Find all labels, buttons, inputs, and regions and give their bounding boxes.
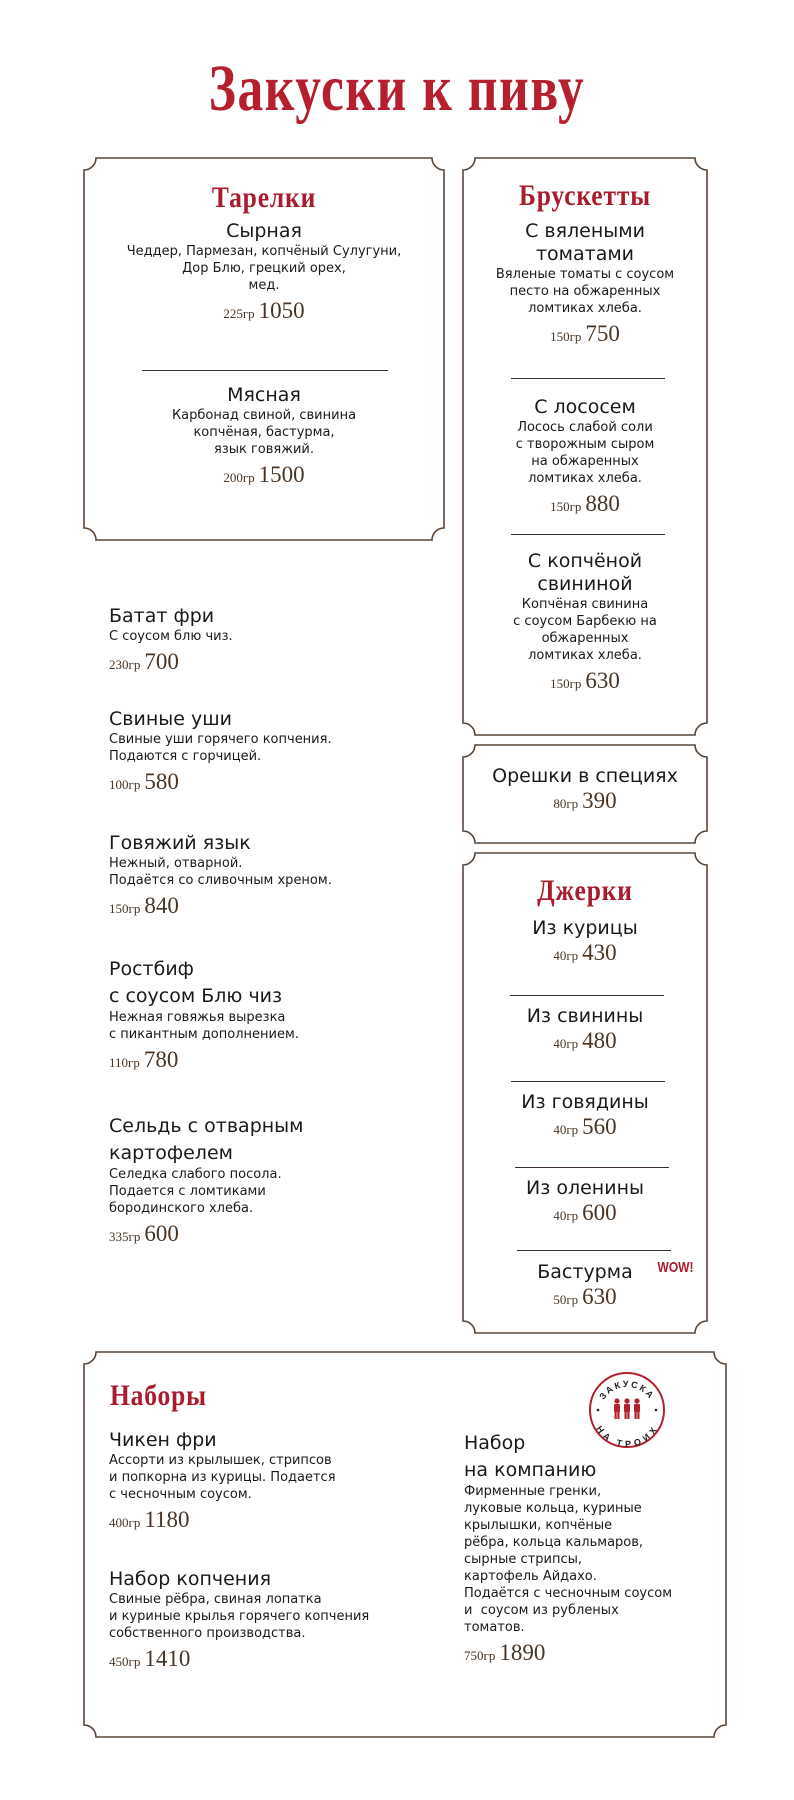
item-price: 630 [585, 668, 620, 693]
menu-item [109, 708, 439, 795]
item-weight: 400гр [109, 1515, 141, 1530]
item-name: на компанию [464, 1459, 597, 1481]
item-desc-line: с чесночным соусом. [109, 1487, 252, 1502]
item-weight: 100гр [109, 777, 141, 792]
item-desc-line: Подаётся со сливочным хреном. [109, 873, 332, 888]
item-name: Набор копчения [109, 1568, 272, 1590]
menu-item [463, 1091, 707, 1140]
item-weight: 150гр [550, 329, 582, 344]
item-desc-line: Подаётся с чесночным соусом [464, 1586, 672, 1601]
item-name: Из оленины [525, 1177, 644, 1199]
item-desc-line: и соусом из рубленых [464, 1603, 619, 1618]
item-weight: 200гр [223, 470, 255, 485]
item-price: 1890 [499, 1640, 546, 1665]
item-desc-line: сырные стрипсы, [464, 1552, 583, 1567]
menu-item [463, 220, 707, 347]
item-price: 1410 [144, 1646, 191, 1671]
item-desc-line: с творожным сыром [515, 437, 655, 452]
plates-card [84, 158, 444, 540]
item-price: 430 [582, 940, 617, 965]
divider [142, 370, 388, 371]
item-price: 750 [585, 321, 620, 346]
item-desc-line: Подается с ломтиками [109, 1184, 266, 1199]
item-name: С лососем [534, 396, 636, 418]
item-desc-line: песто на обжаренных [509, 284, 661, 299]
item-weight: 150гр [109, 901, 141, 916]
item-name: Чикен фри [109, 1429, 217, 1451]
item-name: Сырная [226, 220, 302, 242]
item-desc-line: собственного производства. [109, 1626, 306, 1641]
page-title: Закуски к пиву [208, 52, 586, 125]
item-name: свининой [537, 573, 633, 595]
item-desc-line: Дор Блю, грецкий орех, [182, 261, 346, 276]
item-desc-line: Чеддер, Пармезан, копчёный Сулугуни, [126, 244, 402, 259]
item-desc-line: Свиные рёбра, свиная лопатка [109, 1592, 322, 1607]
item-price: 700 [144, 649, 179, 674]
item-name: С вялеными [525, 220, 645, 242]
item-desc-line: обжаренных [541, 631, 629, 646]
item-desc-line: мед. [248, 278, 280, 293]
item-price: 780 [143, 1047, 179, 1072]
item-desc-line: ломтиках хлеба. [528, 471, 642, 486]
item-price: 600 [582, 1200, 617, 1225]
item-price: 600 [144, 1221, 179, 1246]
plates-title: Тарелки [211, 181, 317, 214]
divider [511, 534, 665, 535]
item-desc-line: крылышки, копчёные [464, 1518, 613, 1533]
item-name: Мясная [227, 384, 301, 406]
item-weight: 40гр [553, 1208, 579, 1223]
item-price: 390 [582, 788, 617, 813]
item-desc-line: Копчёная свинина [521, 597, 649, 612]
item-desc-line: Фирменные гренки, [464, 1484, 602, 1499]
item-desc-line: копчёная, бастурма, [193, 425, 335, 440]
jerky-title: Джерки [537, 874, 633, 907]
menu-item [109, 955, 439, 1073]
menu-item [109, 1568, 429, 1672]
item-weight: 40гр [553, 1036, 579, 1051]
item-desc-line: с пикантным дополнением. [109, 1027, 299, 1042]
divider [517, 1250, 671, 1251]
menu-item [463, 1005, 707, 1054]
item-desc-line: Карбонад свиной, свинина [171, 408, 357, 423]
item-price: 880 [585, 491, 620, 516]
item-name: Из курицы [532, 917, 638, 939]
item-price: 1050 [258, 298, 305, 323]
item-name: томатами [535, 243, 635, 265]
item-desc-line: Подаются с горчицей. [109, 749, 262, 764]
item-desc-line: и куриные крылья горячего копчения [109, 1609, 370, 1624]
menu-item [464, 1429, 714, 1666]
item-name: картофелем [109, 1142, 233, 1164]
item-price: 580 [144, 769, 179, 794]
item-name: Бастурма [537, 1261, 633, 1283]
menu-item [84, 384, 444, 488]
item-name: С копчёной [527, 550, 643, 572]
item-name: Свиные уши [109, 708, 232, 730]
divider [511, 378, 665, 379]
item-name: Ростбиф [109, 958, 194, 980]
item-price: 480 [582, 1028, 617, 1053]
item-desc-line: Нежная говяжья вырезка [109, 1010, 286, 1025]
menu-item [463, 550, 707, 694]
item-price: 560 [582, 1114, 617, 1139]
item-desc-line: и попкорна из курицы. Подается [109, 1470, 336, 1485]
item-price: 1180 [144, 1507, 190, 1532]
menu-item [463, 1177, 707, 1226]
item-desc-line: томатов. [464, 1620, 525, 1635]
menu-item [84, 220, 444, 324]
item-weight: 150гр [550, 676, 582, 691]
item-desc-line: на обжаренных [531, 454, 639, 469]
item-desc-line: Лосось слабой соли [517, 420, 653, 435]
nuts-card [463, 745, 707, 843]
wow-badge: WOW! [657, 1259, 694, 1276]
menu-item [463, 917, 707, 966]
item-price: 1500 [258, 462, 305, 487]
item-desc-line: Нежный, отварной. [109, 856, 243, 871]
item-desc-line: Ассорти из крылышек, стрипсов [109, 1453, 332, 1468]
bruschetta-card [463, 158, 707, 735]
divider [515, 1167, 669, 1168]
item-weight: 110гр [109, 1055, 140, 1070]
menu-item [109, 1112, 439, 1247]
item-price: 840 [144, 893, 179, 918]
item-weight: 230гр [109, 657, 141, 672]
item-name: Орешки в специях [492, 765, 678, 787]
bruschetta-title: Брускетты [519, 179, 651, 212]
menu-item [109, 605, 439, 675]
menu-item [109, 832, 439, 919]
item-desc-line: ломтиках хлеба. [528, 301, 642, 316]
item-name: Батат фри [109, 605, 215, 627]
jerky-card [463, 853, 707, 1333]
item-desc-line: язык говяжий. [214, 442, 314, 457]
item-desc-line: Вяленые томаты с соусом [495, 267, 675, 282]
item-weight: 40гр [553, 948, 579, 963]
item-desc-line: рёбра, кольца кальмаров, [464, 1535, 644, 1550]
item-weight: 450гр [109, 1654, 141, 1669]
item-name: Сельдь с отварным [109, 1115, 304, 1137]
item-name: Говяжий язык [109, 832, 251, 854]
item-weight: 50гр [553, 1292, 579, 1307]
item-desc-line: Селедка слабого посола. [109, 1167, 282, 1182]
item-desc-line: бородинского хлеба. [109, 1201, 254, 1216]
item-weight: 750гр [464, 1648, 496, 1663]
sets-card [84, 1352, 726, 1737]
item-weight: 225гр [223, 306, 255, 321]
item-name: Набор [464, 1432, 526, 1454]
menu-item [463, 765, 707, 814]
item-weight: 40гр [553, 1122, 579, 1137]
divider [511, 1081, 665, 1082]
menu-item [463, 396, 707, 517]
item-weight: 150гр [550, 499, 582, 514]
item-desc-line: с соусом Барбекю на [513, 614, 657, 629]
item-name: Из свинины [526, 1005, 644, 1027]
item-name: Из говядины [521, 1091, 649, 1113]
item-desc-line: ломтиках хлеба. [528, 648, 642, 663]
item-weight: 335гр [109, 1229, 141, 1244]
divider [510, 995, 664, 996]
item-desc-line: Свиные уши горячего копчения. [109, 732, 332, 747]
stamp-bottom-text: НА ТРОИХ [594, 1423, 660, 1450]
item-desc-line: С соусом блю чиз. [109, 629, 233, 644]
item-name: с соусом Блю чиз [109, 985, 283, 1007]
menu-item [109, 1429, 429, 1533]
item-weight: 80гр [553, 796, 579, 811]
item-desc-line: луковые кольца, куриные [464, 1501, 642, 1516]
item-desc-line: картофель Айдахо. [464, 1569, 597, 1584]
sets-title: Наборы [110, 1379, 207, 1412]
stamp-top-text: ЗАКУСКА [597, 1378, 657, 1402]
item-price: 630 [582, 1284, 617, 1309]
